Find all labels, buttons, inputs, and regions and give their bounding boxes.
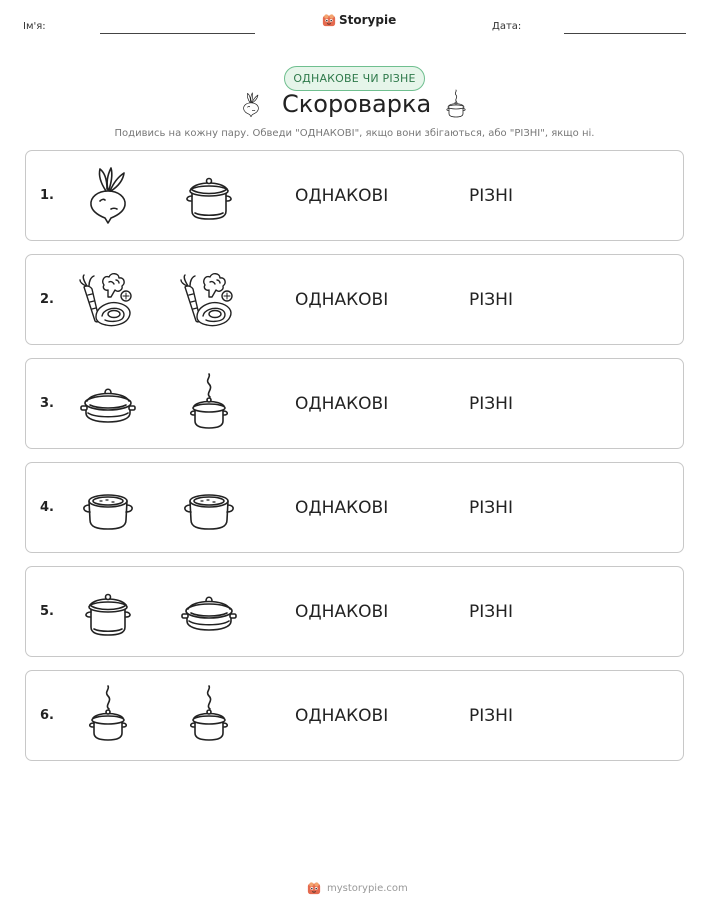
question-row (25, 670, 684, 761)
instructions: Подивись на кожну пару. Обведи "ОДНАКОВІ", якщо вони збігаються, або "РІЗНІ", якщо ні. (114, 128, 595, 139)
date-label: Дата: (492, 21, 522, 32)
question-number: 6. (40, 708, 54, 723)
footer (307, 881, 408, 895)
same-option[interactable]: ОДНАКОВІ (295, 498, 389, 518)
question-number: 2. (40, 292, 54, 307)
same-option[interactable]: ОДНАКОВІ (295, 394, 389, 414)
question-row (25, 358, 684, 449)
date-field[interactable] (564, 33, 686, 34)
question-row (25, 150, 684, 241)
vegetables-meat-icon (78, 269, 138, 331)
footer-url: mystorypie.com (327, 882, 408, 894)
beet-icon (238, 88, 264, 122)
steaming-pot-icon (78, 685, 138, 747)
open-pot-icon (179, 477, 239, 539)
name-label: Ім'я: (23, 21, 46, 32)
same-option[interactable]: ОДНАКОВІ (295, 186, 389, 206)
brand-name: Storypie (339, 13, 397, 27)
steaming-pot-icon (179, 373, 239, 435)
question-number: 1. (40, 188, 54, 203)
page-title: Скороварка (282, 90, 432, 118)
name-field[interactable] (100, 33, 255, 34)
question-number: 4. (40, 500, 54, 515)
question-row (25, 254, 684, 345)
pot-icon (78, 581, 138, 643)
steaming-pot-icon (179, 685, 239, 747)
different-option[interactable]: РІЗНІ (469, 186, 513, 206)
casserole-pot-icon (179, 581, 239, 643)
same-option[interactable]: ОДНАКОВІ (295, 602, 389, 622)
casserole-pot-icon (78, 373, 138, 435)
storypie-logo-icon (322, 13, 336, 27)
question-row (25, 462, 684, 553)
different-option[interactable]: РІЗНІ (469, 498, 513, 518)
brand-logo (322, 13, 396, 27)
different-option[interactable]: РІЗНІ (469, 602, 513, 622)
different-option[interactable]: РІЗНІ (469, 706, 513, 726)
different-option[interactable]: РІЗНІ (469, 290, 513, 310)
different-option[interactable]: РІЗНІ (469, 394, 513, 414)
vegetables-meat-icon (179, 269, 239, 331)
storypie-logo-icon (307, 881, 321, 895)
question-number: 5. (40, 604, 54, 619)
pot-icon (179, 165, 239, 227)
beet-icon (78, 165, 138, 227)
question-number: 3. (40, 396, 54, 411)
same-option[interactable]: ОДНАКОВІ (295, 706, 389, 726)
open-pot-icon (78, 477, 138, 539)
question-row (25, 566, 684, 657)
same-option[interactable]: ОДНАКОВІ (295, 290, 389, 310)
steaming-pot-icon (441, 88, 471, 122)
worksheet-type-badge: ОДНАКОВЕ ЧИ РІЗНЕ (284, 66, 425, 91)
